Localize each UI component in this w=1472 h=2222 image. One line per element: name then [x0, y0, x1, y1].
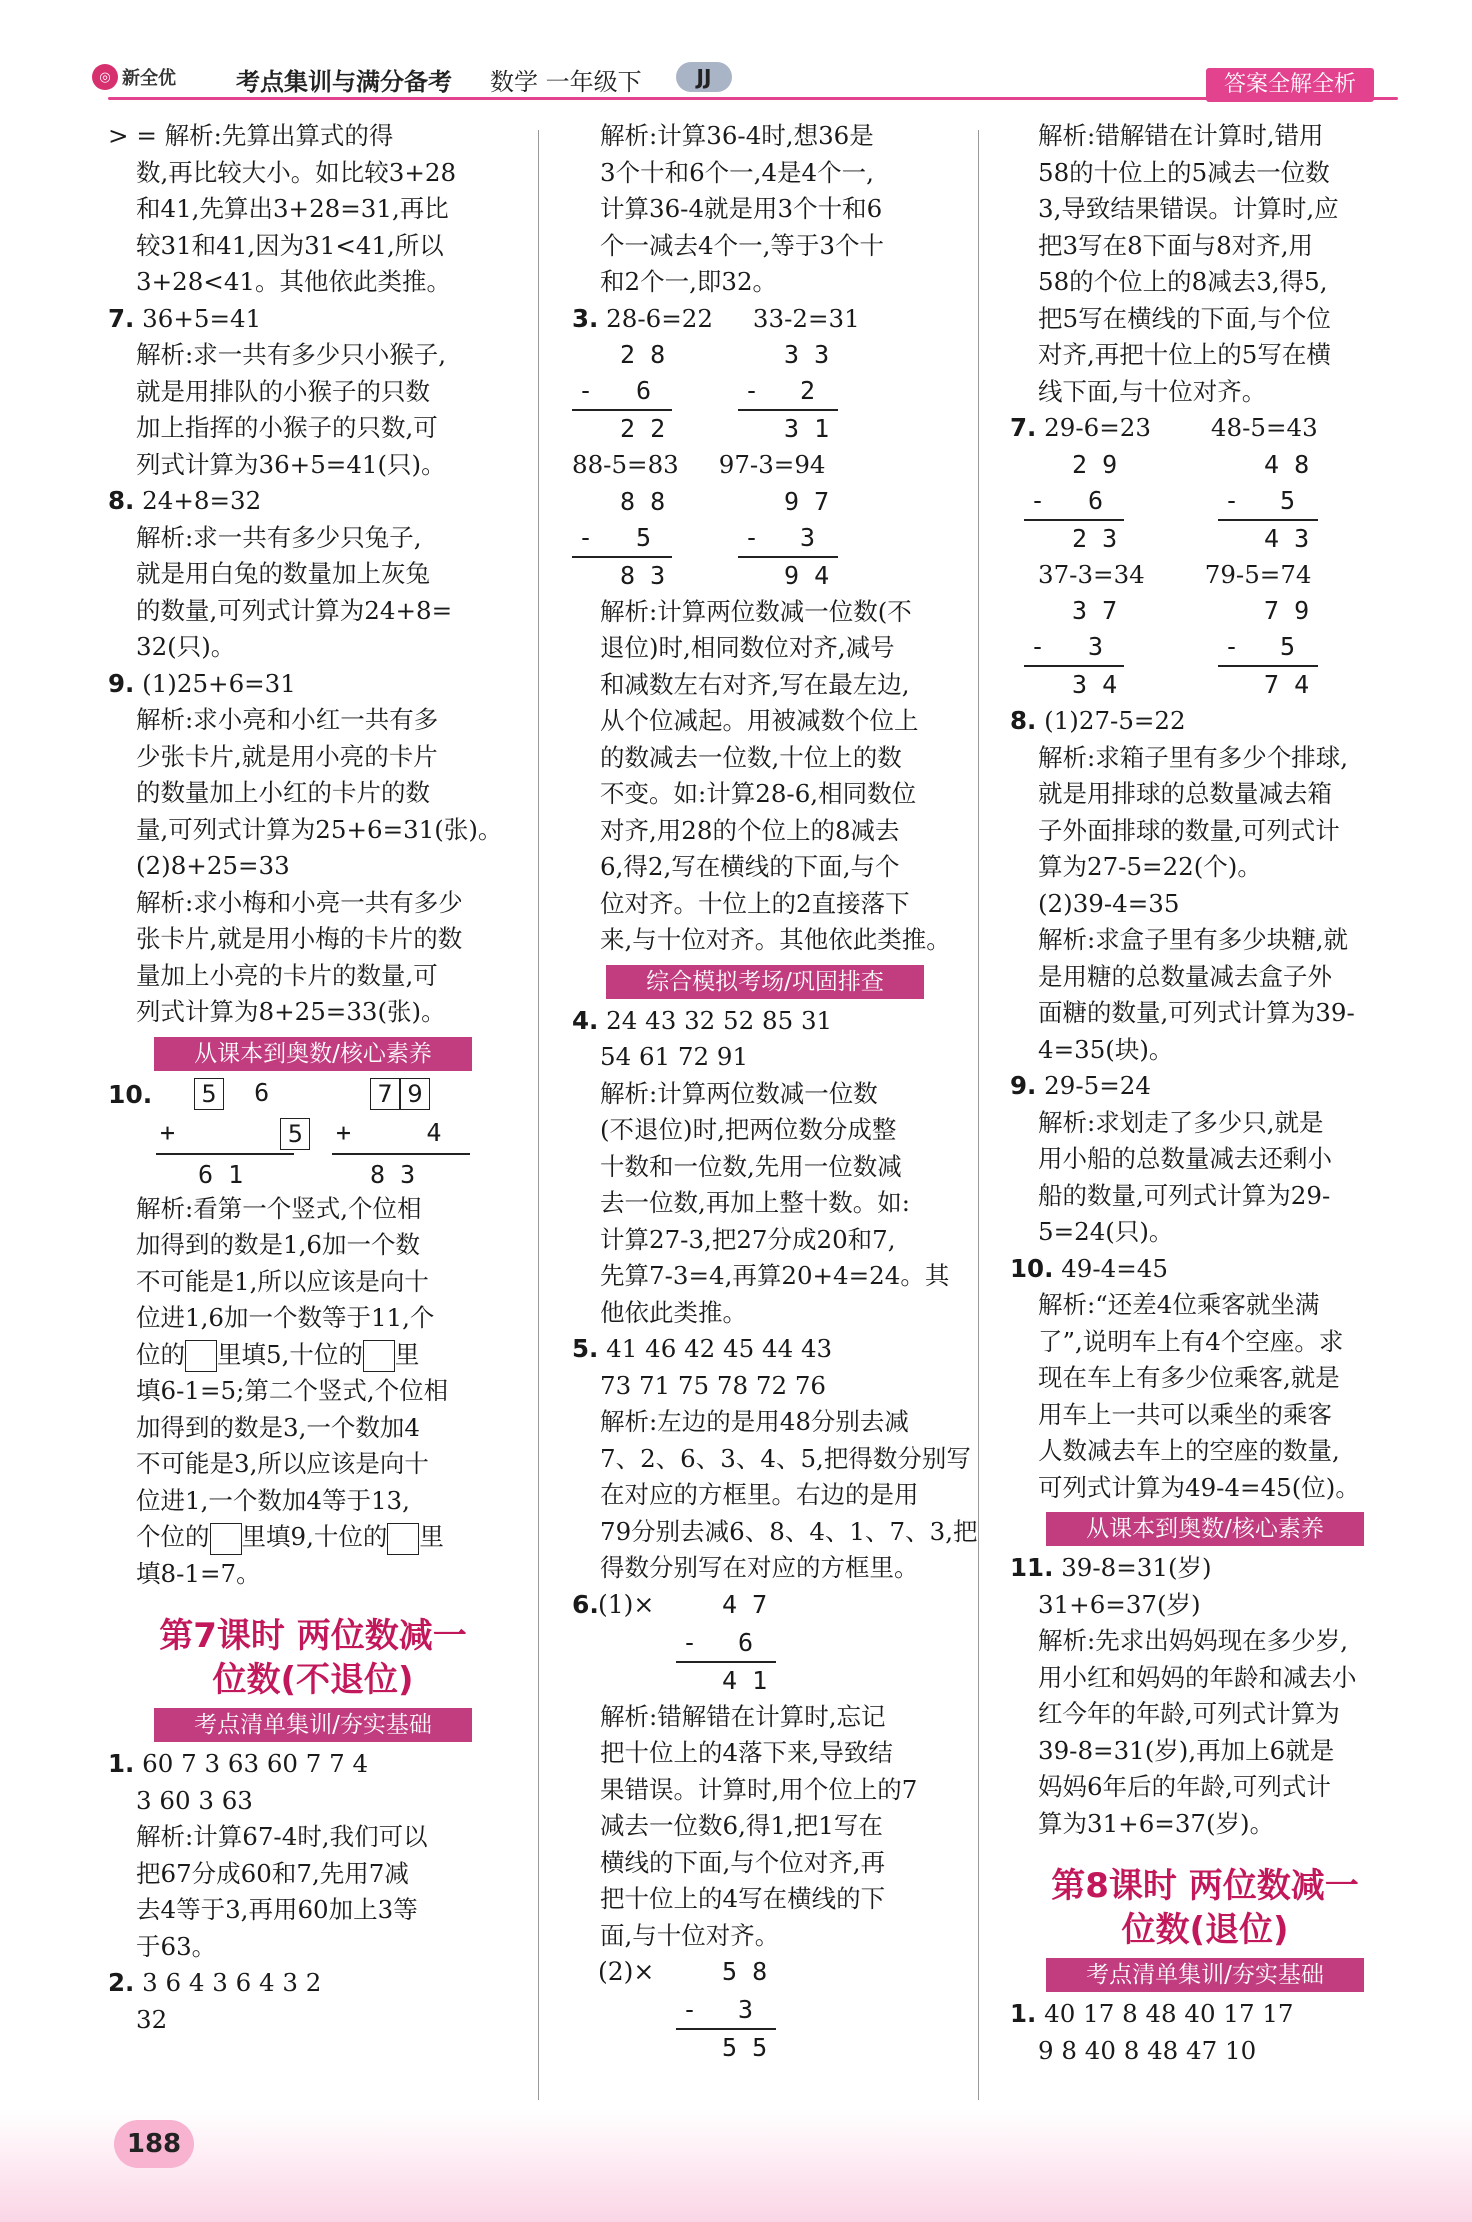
minus-sign: - [682, 1627, 698, 1657]
text-line: 填6-1=5;第二个竖式,个位相 [136, 1376, 449, 1405]
answer: 3 6 4 3 6 4 3 2 [142, 1968, 322, 1997]
subtrahend: 6 [738, 1627, 754, 1657]
empty-box [387, 1523, 419, 1555]
answer-line [572, 1003, 958, 1040]
text-line: > = 解析:先算出算式的得 [108, 121, 394, 150]
text-line: 解析:计算67-4时,我们可以 [136, 1822, 428, 1851]
text-line: 得数分别写在对应的方框里。 [600, 1553, 919, 1582]
text-line: 79分别去减6、8、4、1、7、3,把 [600, 1516, 978, 1546]
question-number: 1. [108, 1749, 135, 1778]
answer-line [108, 666, 518, 703]
answer-line [572, 301, 958, 338]
text-fragment: 个位的 [136, 1522, 210, 1551]
text-line: 解析:求小梅和小亮一共有多少 [136, 887, 463, 917]
text-line: 可列式计算为49-4=45(位)。 [1038, 1472, 1360, 1502]
answer: (1)27-5=22 [1044, 706, 1186, 735]
answer-line [1010, 557, 1400, 594]
text-line: 把十位上的4写在横线的下 [600, 1884, 886, 1913]
answer-box: 9 [400, 1078, 430, 1110]
answer: 36+5=41 [142, 303, 262, 333]
answer-line [1010, 1251, 1400, 1288]
answer-line [572, 447, 958, 484]
difference: 8 3 [620, 560, 666, 590]
difference: 4 1 [722, 1665, 768, 1695]
text-line: 对齐,再把十位上的5写在横 [1038, 340, 1331, 369]
column-divider [538, 130, 539, 2100]
section-banner: 综合模拟考场/巩固排查 [606, 965, 924, 999]
text-line [108, 1337, 518, 1374]
answer: 3 60 3 63 [136, 1785, 253, 1815]
text-line: 量加上小亮的卡片的数量,可 [136, 960, 438, 990]
text-line: 32(只)。 [136, 632, 236, 661]
text-line: 妈妈6年后的年龄,可列式计 [1038, 1772, 1331, 1801]
section-banner: 从课本到奥数/核心素养 [1046, 1512, 1364, 1546]
text-line: 是用糖的总数量减去盒子外 [1038, 961, 1332, 991]
text-line: 的数量加上小红的卡片的数 [136, 778, 430, 807]
question-number: 2. [108, 1968, 135, 1997]
text-line: 用小红和妈妈的年龄和减去小 [1038, 1662, 1357, 1692]
text-line: 把十位上的4落下来,导致结 [600, 1738, 893, 1767]
text-line: 船的数量,可列式计算为29- [1038, 1180, 1331, 1210]
vertical-calc-result: 8 3 [370, 1159, 416, 1189]
text-line: 就是用白兔的数量加上灰兔 [136, 559, 430, 588]
answer-line [108, 483, 518, 520]
minuend: 9 7 [784, 486, 830, 516]
answer: 73 71 75 78 72 76 [600, 1370, 826, 1400]
question-number: 10. [1010, 1253, 1054, 1283]
answer: 48-5=43 [1210, 413, 1318, 442]
text-line: 5=24(只)。 [1038, 1217, 1174, 1246]
text-fragment: 里 [394, 1339, 420, 1369]
answer-mark: (1)× [598, 1589, 655, 1619]
text-line: 58的十位上的5减去一位数 [1038, 157, 1330, 187]
vertical-calc-mid [160, 1115, 310, 1152]
text-line: 3,导致结果错误。计算时,应 [1038, 194, 1339, 223]
text-line: 计算27-3,把27分成20和7, [600, 1224, 896, 1254]
question-number: 5. [572, 1334, 599, 1363]
minuend: 7 9 [1264, 596, 1310, 625]
vertical-subtraction-pair [1010, 593, 1400, 703]
text-line: 解析:看第一个竖式,个位相 [136, 1193, 422, 1223]
text-line: 和减数左右对齐,写在最左边, [600, 669, 910, 699]
question-number: 8. [108, 486, 135, 515]
difference: 9 4 [784, 560, 830, 590]
answer-line [1010, 1068, 1400, 1105]
text-line: 对齐,用28的个位上的8减去 [600, 815, 900, 845]
text-line: 39-8=31(岁),再加上6就是 [1038, 1735, 1335, 1765]
text-line: 位对齐。十位上的2直接落下 [600, 888, 910, 918]
answer: 88-5=83 [572, 450, 679, 479]
answer: 79-5=74 [1204, 559, 1312, 589]
vertical-calc-mid [336, 1115, 441, 1152]
text-line: 果错误。计算时,用个位上的7 [600, 1774, 918, 1804]
minus-sign: - [744, 522, 760, 552]
minus-sign: - [744, 376, 760, 405]
text-line: 把3写在8下面与8对齐,用 [1038, 230, 1314, 260]
text-line: 7、2、6、3、4、5,把得数分别写 [600, 1443, 971, 1473]
text-line: 不可能是3,所以应该是向十 [136, 1449, 429, 1478]
difference: 5 5 [722, 2033, 768, 2062]
text-line: 算为27-5=22(个)。 [1038, 852, 1262, 881]
text-line: 就是用排球的总数量减去箱 [1038, 779, 1332, 808]
digit: 4 [426, 1117, 442, 1147]
lesson-title: 位数(退位) [1121, 1910, 1289, 1950]
empty-box [210, 1523, 242, 1555]
digit: 6 [254, 1077, 270, 1107]
text-line: 计算36-4就是用3个十和6 [600, 194, 883, 223]
vertical-calc-top [194, 1075, 269, 1112]
calc-line [156, 1153, 294, 1155]
text-line: 解析:“还差4位乘客就坐满 [1038, 1290, 1320, 1319]
text-fragment: 里填5,十位的 [217, 1339, 363, 1369]
section-banner: 考点清单集训/夯实基础 [154, 1708, 472, 1742]
section-label: 答案全解全析 [1206, 68, 1374, 102]
header-rule [108, 97, 1398, 100]
book-title: 考点集训与满分备考 [236, 68, 452, 96]
text-line: 在对应的方框里。右边的是用 [600, 1480, 919, 1509]
vertical-calc-result: 6 1 [198, 1159, 244, 1189]
answer-mark: (2)× [598, 1957, 655, 1986]
text-line: 位进1,一个数加4等于13, [136, 1485, 410, 1515]
subtrahend: 3 [800, 522, 816, 552]
text-line: 较31和41,因为31<41,所以 [136, 230, 444, 260]
page-header [0, 0, 1472, 110]
lesson-title: 位数(不退位) [212, 1660, 414, 1700]
text-line: 解析:求小亮和小红一共有多 [136, 705, 439, 734]
empty-box [185, 1340, 217, 1372]
text-line: 人数减去车上的空座的数量, [1038, 1436, 1340, 1465]
question-number: 11. [1010, 1553, 1054, 1582]
answer: 31+6=37(岁) [1038, 1589, 1201, 1619]
difference: 4 3 [1264, 523, 1310, 553]
answer: 60 7 3 63 60 7 7 4 [142, 1749, 369, 1778]
minus-sign: - [578, 522, 594, 552]
answer: 28-6=22 [606, 303, 713, 333]
answer: 24 43 32 52 85 31 [606, 1005, 833, 1035]
minuend: 8 8 [620, 486, 666, 516]
answer-line [108, 1746, 518, 1783]
difference: 3 1 [784, 414, 830, 443]
text-line: 解析:计算36-4时,想36是 [600, 121, 874, 150]
question-number: 9. [1010, 1071, 1037, 1100]
text-line: 来,与十位对齐。其他依此类推。 [600, 925, 951, 954]
text-line: 位进1,6加一个数等于11,个 [136, 1303, 435, 1332]
question-number: 10. [108, 1079, 153, 1109]
minus-sign: - [1224, 632, 1240, 661]
text-line: 的数减去一位数,十位上的数 [600, 742, 902, 772]
subtrahend: 5 [636, 522, 652, 552]
text-line: 从个位减起。用被减数个位上 [600, 706, 919, 735]
text-line: 少张卡片,就是用小亮的卡片 [136, 741, 438, 771]
text-line: 解析:求盒子里有多少块糖,就 [1038, 925, 1349, 954]
vertical-subtraction-pair [1010, 447, 1400, 557]
answer: 24+8=32 [142, 486, 262, 515]
answer-line [1010, 703, 1400, 740]
text-line [108, 1519, 518, 1556]
text-line: 了”,说明车上有4个空座。求 [1038, 1326, 1344, 1356]
text-line: 十数和一位数,先用一位数减 [600, 1151, 902, 1181]
text-line: 子外面排球的数量,可列式计 [1038, 815, 1340, 845]
text-line: 去4等于3,再用60加上3等 [136, 1895, 418, 1924]
vertical-addition-pair [108, 1075, 518, 1191]
answer-line [108, 301, 518, 338]
plus-sign: + [336, 1117, 352, 1147]
text-line: 数,再比较大小。如比较3+28 [136, 157, 457, 187]
minus-sign: - [1030, 632, 1046, 661]
text-fragment: 位的 [136, 1339, 185, 1369]
text-line: 6,得2,写在横线的下面,与个 [600, 852, 900, 881]
column-3 [1010, 118, 1400, 2069]
edition-badge: JJ [676, 62, 732, 92]
subtrahend: 5 [1280, 485, 1296, 515]
subtrahend: 5 [1280, 632, 1296, 661]
text-line: 横线的下面,与个位对齐,再 [600, 1847, 886, 1877]
answer-line [1010, 1996, 1400, 2033]
text-line: 就是用排队的小猴子的只数 [136, 376, 430, 406]
difference: 2 2 [620, 414, 666, 443]
logo-text: 新全优 [122, 68, 176, 89]
text-line: 解析:左边的是用48分别去减 [600, 1407, 909, 1436]
question-number: 6. [572, 1589, 599, 1619]
text-line: 3个十和6个一,4是4个一, [600, 157, 874, 187]
answer: 9 8 40 8 48 47 10 [1038, 2035, 1257, 2065]
answer-box: 5 [280, 1118, 310, 1150]
empty-box [363, 1340, 395, 1372]
difference: 7 4 [1264, 670, 1310, 699]
lesson-title: 第8课时 两位数减一 [1051, 1866, 1359, 1906]
section-banner: 从课本到奥数/核心素养 [154, 1037, 472, 1071]
text-fragment: 里填9,十位的 [241, 1522, 388, 1551]
text-line: 加上指挥的小猴子的只数,可 [136, 413, 438, 442]
answer: 41 46 42 45 44 43 [606, 1334, 833, 1363]
text-line: 量,可列式计算为25+6=31(张)。 [136, 814, 503, 844]
text-line: 3+28<41。其他依此类推。 [136, 267, 451, 296]
text-line: 解析:求箱子里有多少个排球, [1038, 742, 1349, 772]
difference: 3 4 [1072, 670, 1118, 699]
answer: 49-4=45 [1061, 1253, 1168, 1283]
subtrahend: 6 [1088, 485, 1104, 515]
answer: 29-5=24 [1044, 1071, 1151, 1100]
text-line: 解析:求划走了多少只,就是 [1038, 1107, 1324, 1137]
minuend: 4 7 [722, 1589, 768, 1619]
vertical-subtraction-pair [572, 337, 958, 447]
text-line: (不退位)时,把两位数分成整 [600, 1115, 897, 1144]
page-number: 188 [114, 2120, 194, 2168]
question-number: 4. [572, 1005, 599, 1035]
vertical-subtraction-pair [572, 484, 958, 594]
text-line: 加得到的数是1,6加一个数 [136, 1230, 420, 1259]
answer-box: 7 [370, 1078, 400, 1110]
calc-line [332, 1153, 470, 1155]
text-line: 加得到的数是3,一个数加4 [136, 1412, 420, 1442]
minuend: 5 8 [722, 1957, 768, 1986]
minus-sign: - [682, 1995, 698, 2024]
text-line: 红今年的年龄,可列式计算为 [1038, 1699, 1340, 1728]
question-number: 3. [572, 303, 599, 333]
text-line: 解析:求一共有多少只兔子, [136, 522, 422, 552]
minuend: 3 7 [1072, 596, 1118, 625]
answer: 33-2=31 [752, 303, 860, 333]
text-line: 解析:求一共有多少只小猴子, [136, 340, 447, 369]
minuend: 2 8 [620, 340, 666, 369]
answer: (2)8+25=33 [136, 851, 290, 880]
text-line: 张卡片,就是用小梅的卡片的数 [136, 924, 463, 953]
question-number: 7. [1010, 413, 1037, 442]
page-footer [0, 2110, 1472, 2222]
text-line: 线下面,与十位对齐。 [1038, 376, 1267, 406]
text-line: 退位)时,相同数位对齐,减号 [600, 633, 895, 662]
text-line: 现在车上有多少位乘客,就是 [1038, 1363, 1340, 1392]
question-number: 8. [1010, 706, 1037, 735]
text-line: 把5写在横线的下面,与个位 [1038, 303, 1331, 333]
text-line: 个一减去4个一,等于3个十 [600, 230, 884, 260]
section-banner: 考点清单集训/夯实基础 [1046, 1958, 1364, 1992]
text-line: 和41,先算出3+28=31,再比 [136, 194, 449, 223]
answer-line [1010, 1550, 1400, 1587]
minuend: 4 8 [1264, 449, 1310, 479]
text-line: 把67分成60和7,先用7减 [136, 1858, 409, 1888]
publisher-logo [92, 64, 176, 90]
answer-line [108, 1965, 518, 2002]
vertical-subtraction-q6-2 [572, 1954, 958, 2066]
question-number: 7. [108, 303, 135, 333]
answer: 39-8=31(岁) [1061, 1553, 1212, 1582]
answer: 29-6=23 [1044, 413, 1151, 442]
text-line: 列式计算为8+25=33(张)。 [136, 997, 446, 1026]
subtrahend: 6 [636, 376, 652, 405]
text-line: 解析:错解错在计算时,错用 [1038, 121, 1324, 150]
difference: 2 3 [1072, 523, 1118, 553]
answer: 40 17 8 48 40 17 17 [1044, 1999, 1294, 2028]
text-fragment: 里 [419, 1522, 444, 1551]
answer: (1)25+6=31 [142, 668, 296, 698]
subject-grade: 数学 一年级下 [490, 68, 642, 96]
text-line: 减去一位数6,得1,把1写在 [600, 1811, 883, 1840]
column-2 [572, 118, 978, 2066]
text-line: 4=35(块)。 [1038, 1034, 1174, 1064]
minus-sign: - [578, 376, 594, 405]
subtrahend: 2 [800, 376, 816, 405]
vertical-calc-top [370, 1075, 430, 1112]
logo-mark-icon: ◎ [92, 64, 118, 90]
text-line: 面糖的数量,可列式计算为39- [1038, 998, 1355, 1027]
minus-sign: - [1224, 485, 1240, 515]
column-1 [108, 118, 518, 2038]
question-number: 1. [1010, 1999, 1037, 2028]
question-number: 9. [108, 668, 135, 698]
text-line: 解析:计算两位数减一位数(不 [600, 596, 912, 626]
plus-sign: + [160, 1117, 176, 1147]
answer: (2)39-4=35 [1038, 888, 1180, 918]
text-line: 用车上一共可以乘坐的乘客 [1038, 1399, 1332, 1429]
text-line: 填8-1=7。 [136, 1558, 261, 1588]
vertical-subtraction-q6-1 [572, 1587, 958, 1699]
subtrahend: 3 [1088, 632, 1104, 661]
text-line: 列式计算为36+5=41(只)。 [136, 449, 446, 479]
minuend: 3 3 [784, 340, 830, 369]
lesson-title: 第7课时 两位数减一 [159, 1616, 467, 1656]
text-line: 面,与十位对齐。 [600, 1920, 780, 1950]
text-line: 他依此类推。 [600, 1297, 747, 1327]
answer: 32 [136, 2004, 168, 2034]
text-line: 58的个位上的8减去3,得5, [1038, 267, 1328, 296]
text-line: 解析:错解错在计算时,忘记 [600, 1701, 886, 1731]
answer-box: 5 [194, 1078, 224, 1110]
text-line: 解析:先求出妈妈现在多少岁, [1038, 1626, 1349, 1655]
text-line: 算为31+6=37(岁)。 [1038, 1808, 1275, 1838]
minus-sign: - [1030, 485, 1046, 515]
minuend: 2 9 [1072, 449, 1118, 479]
text-line: 和2个一,即32。 [600, 267, 778, 296]
answer: 37-3=34 [1038, 559, 1145, 589]
text-line: 去一位数,再加上整十数。如: [600, 1188, 911, 1217]
text-line: 解析:计算两位数减一位数 [600, 1078, 878, 1108]
answer-line [1010, 410, 1400, 447]
subtrahend: 3 [738, 1995, 754, 2024]
answer: 97-3=94 [718, 450, 826, 479]
text-line: 不可能是1,所以应该是向十 [136, 1266, 429, 1296]
text-line: 不变。如:计算28-6,相同数位 [600, 779, 917, 808]
text-line: 的数量,可列式计算为24+8= [136, 595, 453, 625]
text-line: 先算7-3=4,再算20+4=24。其 [600, 1261, 950, 1290]
text-line: 于63。 [136, 1931, 217, 1961]
column-divider [978, 130, 979, 2100]
answer-line [572, 1331, 958, 1368]
answer: 54 61 72 91 [600, 1042, 749, 1071]
text-line: 用小船的总数量减去还剩小 [1038, 1144, 1332, 1173]
